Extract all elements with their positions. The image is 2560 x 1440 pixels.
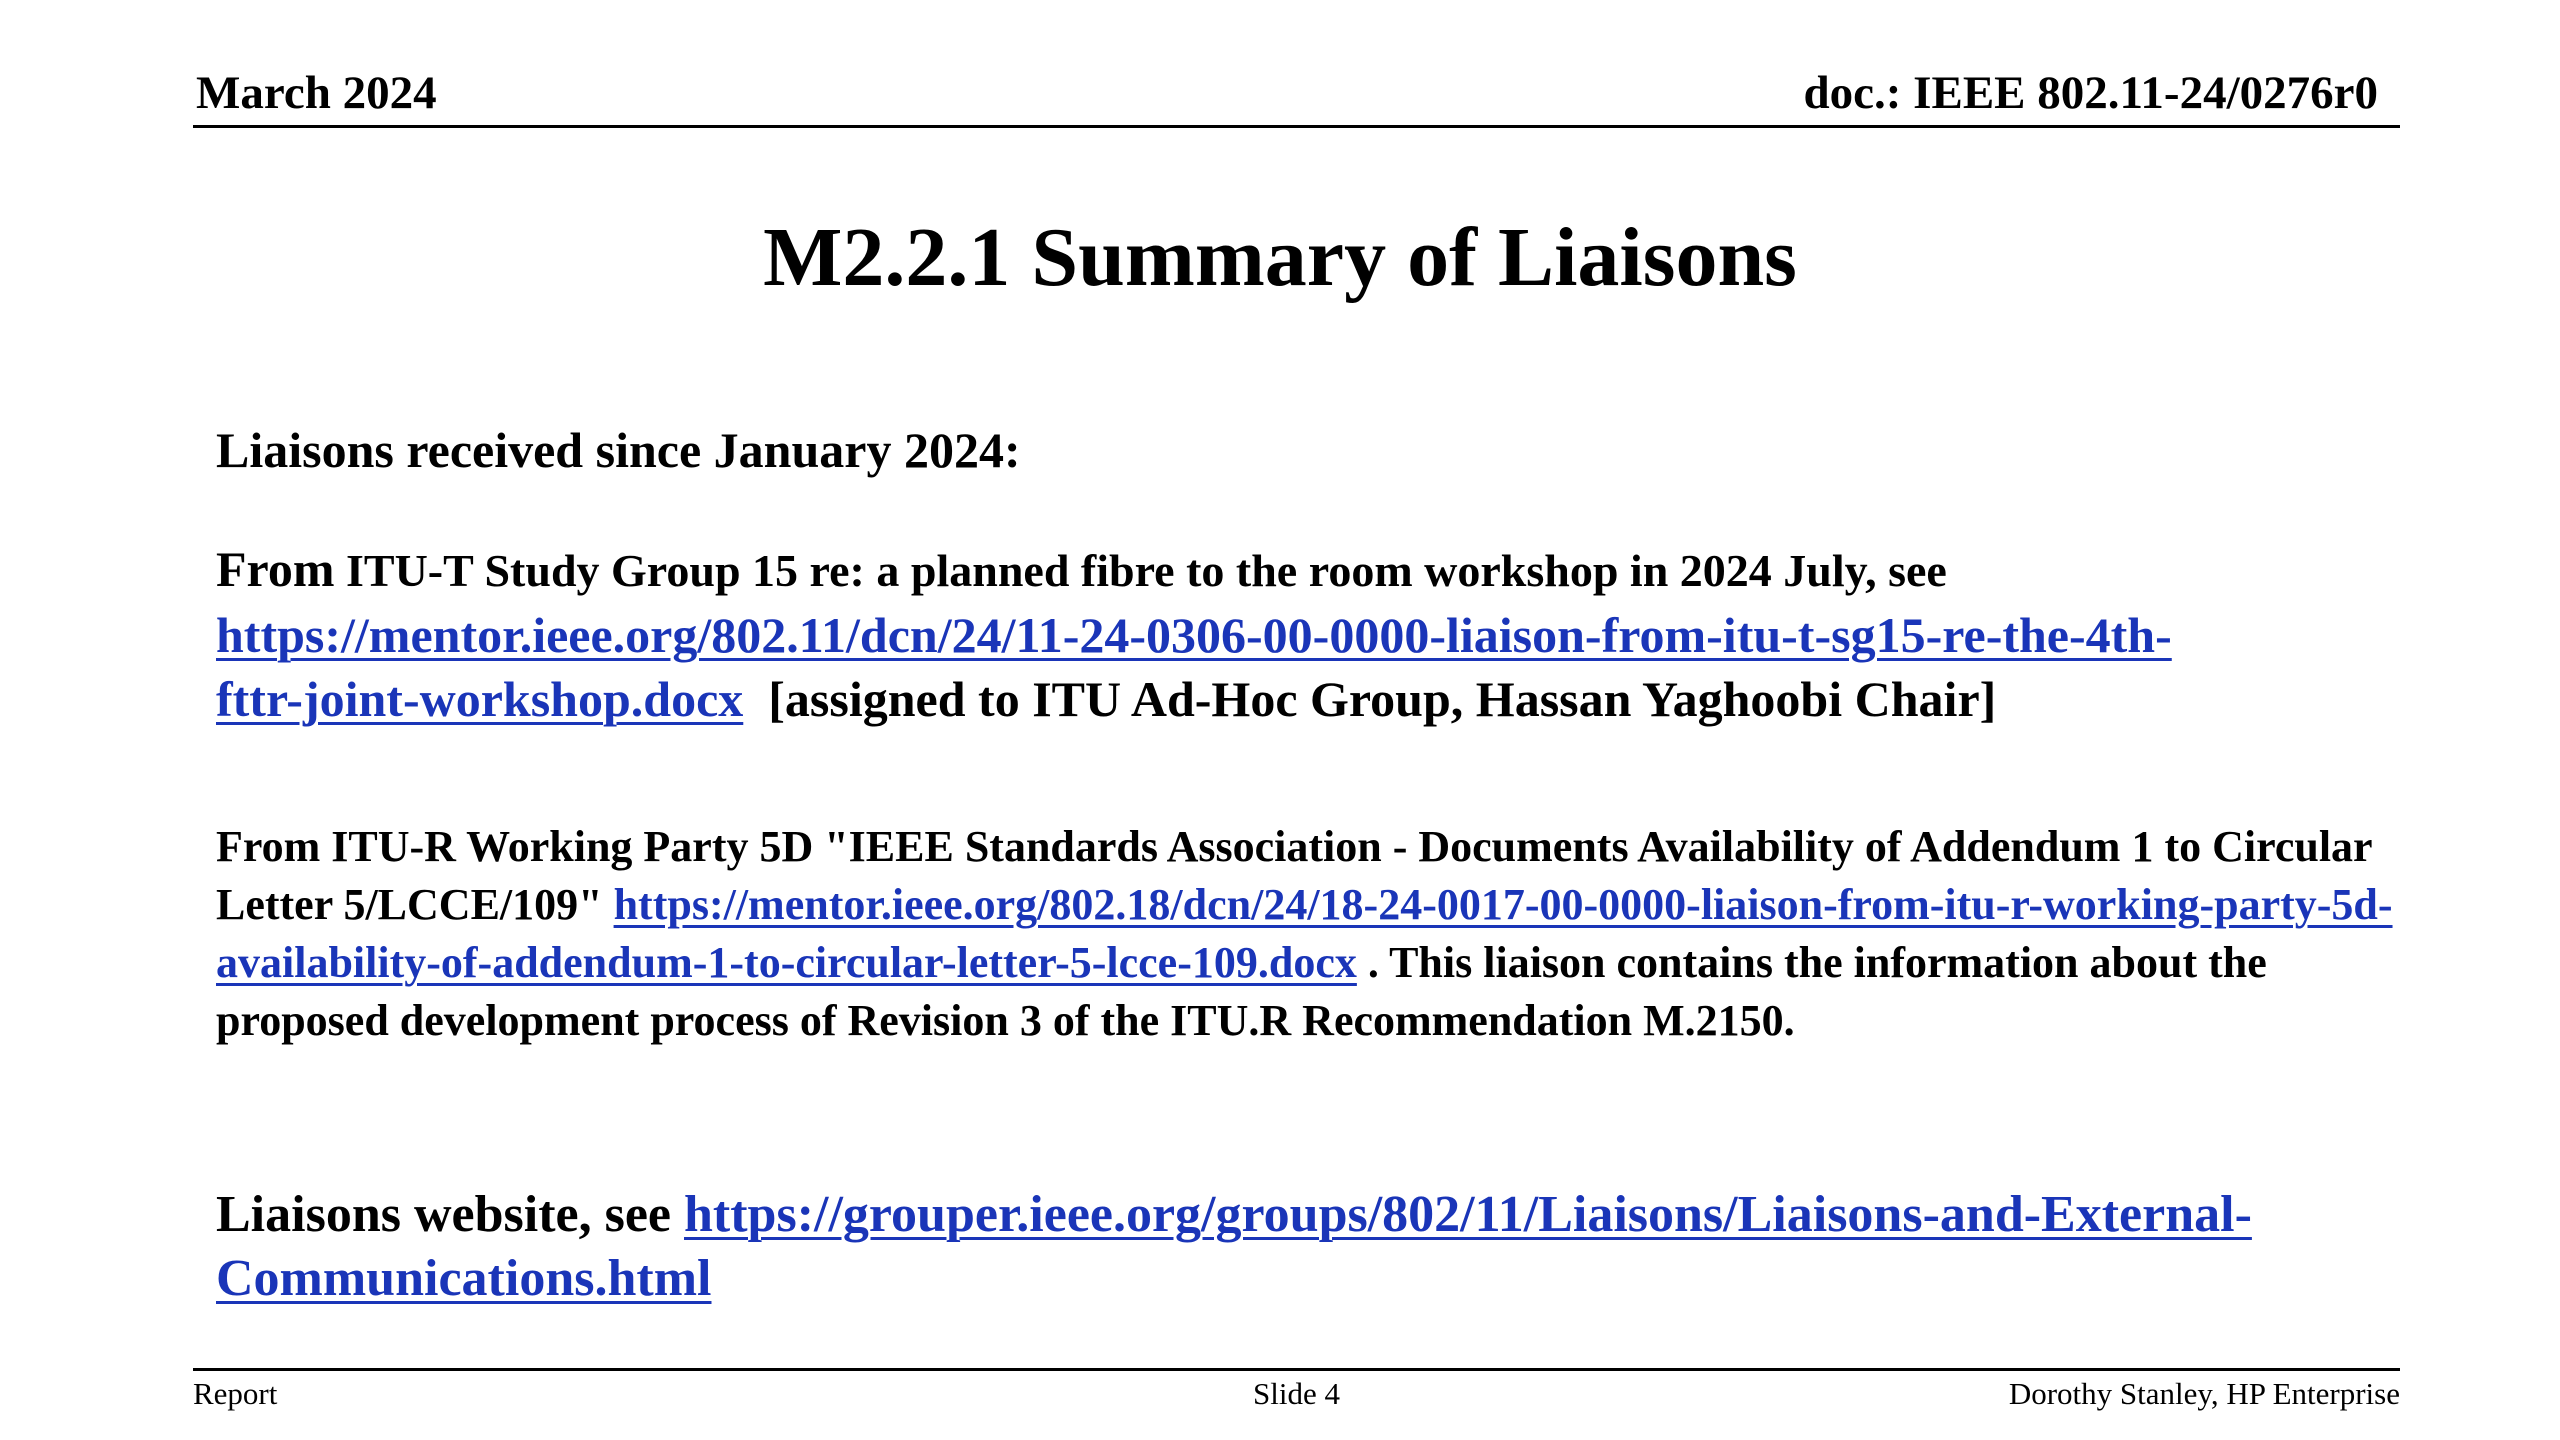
liaison-itu-r-text-after: . This liaison contains the information about the proposed development process of Revision 3 of the ITU.R Recommendation M.2150.: [216, 938, 2267, 1045]
liaisons-website-link-line2[interactable]: Communications.html: [216, 1250, 712, 1307]
liaisons-website-text: Liaisons website, see: [216, 1186, 684, 1243]
liaison-itu-t-link-line1[interactable]: https://mentor.ieee.org/802.11/dcn/24/11-24-0306-00-0000-liaison-from-itu-t-sg15-re-the-4th-: [216, 607, 2172, 663]
received-heading: Liaisons received since January 2024:: [216, 422, 1021, 478]
liaison-itu-t-assignment: [assigned to ITU Ad-Hoc Group, Hassan Yaghoobi Chair]: [743, 671, 1997, 727]
header-date: March 2024: [196, 67, 437, 119]
footer-slide-number: Slide 4: [1253, 1376, 1340, 1411]
liaison-itu-r-link[interactable]: https://mentor.ieee.org/802.18/dcn/24/18-24-0017-00-0000-liaison-from-itu-r-working-party-5d-availability-of-addendum-1-to-circular-letter-5-lcce-109.docx: [216, 880, 2393, 987]
liaison-itu-t-text: ITU-T Study Group 15 re: a planned fibre to the room workshop in 2024 July, see: [334, 545, 1947, 596]
slide-title: M2.2.1 Summary of Liaisons: [763, 211, 1797, 304]
footer-rule: [193, 1368, 2400, 1371]
liaison-itu-t-link-line2[interactable]: fttr-joint-workshop.docx: [216, 671, 744, 727]
footer-author: Dorothy Stanley, HP Enterprise: [2008, 1376, 2400, 1411]
liaison-itu-t-sg15: [216, 537, 2416, 731]
header-doc-id: doc.: IEEE 802.11-24/0276r0: [1803, 67, 2378, 119]
liaison-from-word: From: [216, 541, 335, 597]
liaison-itu-r-text-before: From ITU-R Working Party 5D "IEEE Standards Association - Documents Availability of Addendum 1 to Circular Letter 5/LCCE/109": [216, 822, 2372, 929]
liaison-itu-r-wp5d: [216, 818, 2416, 1050]
header-rule: [193, 125, 2400, 128]
liaisons-website-link-line1[interactable]: https://grouper.ieee.org/groups/802/11/Liaisons/Liaisons-and-External-: [684, 1186, 2252, 1243]
liaisons-website: [216, 1183, 2416, 1311]
footer-left: Report: [193, 1376, 278, 1411]
